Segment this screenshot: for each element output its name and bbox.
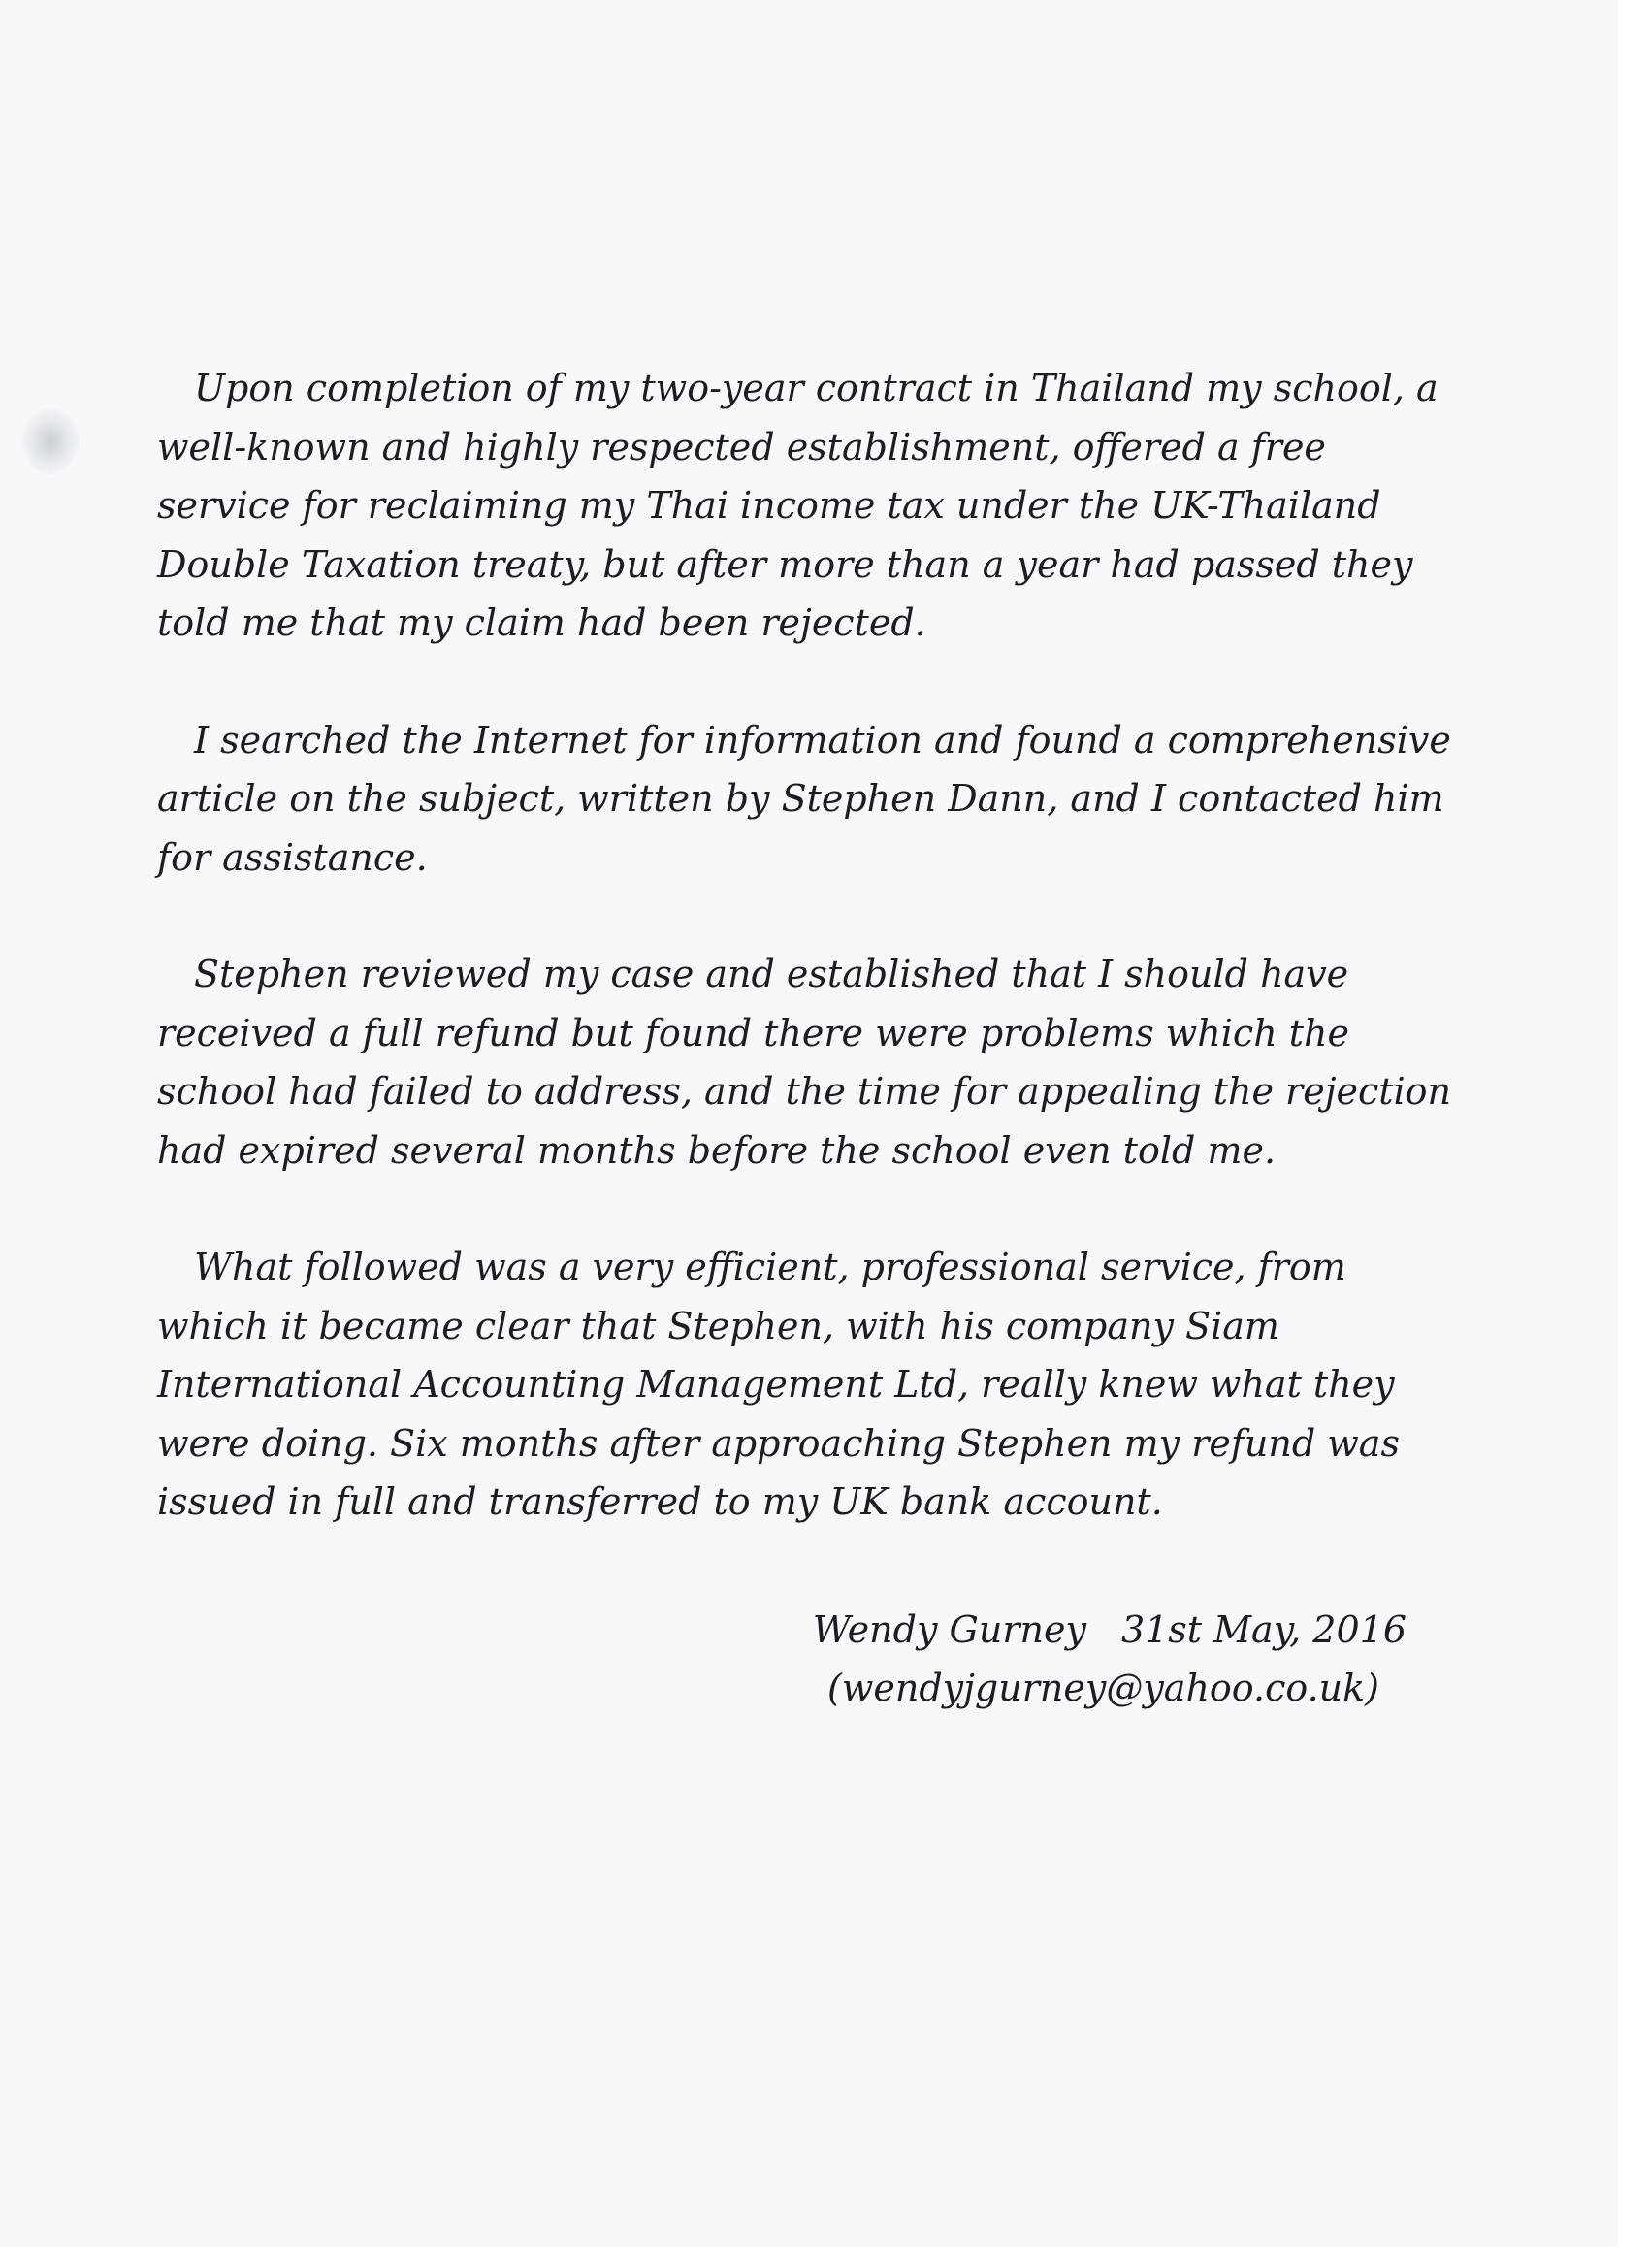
scan-smudge (21, 407, 80, 475)
paragraph-3: Stephen reviewed my case and established that I should have received a full refund but found there were problems which the school had failed to address, and the time for appealing the rejection had expired several months before the school even told me. (157, 953, 1452, 1172)
paragraph-2: I searched the Internet for information and found a comprehensive article on the subject, written by Stephen Dann, and I contacted him for assistance. (157, 718, 1451, 879)
signer-email: (wendyjgurney@yahoo.co.uk) (827, 1667, 1379, 1709)
signature-date: 31st May, 2016 (1120, 1608, 1406, 1651)
paragraph-4: What followed was a very efficient, professional service, from which it became clear that Stephen, with his company Siam International Accounting Management Ltd, really knew what they were doing. Six months after approaching Stephen my refund was issued in full and transferred to my UK bank account. (157, 1246, 1400, 1523)
signer-name: Wendy Gurney (812, 1608, 1086, 1651)
signature-line (728, 1601, 1406, 1659)
signature-block (728, 1601, 1406, 1717)
letter-body (157, 359, 1457, 1590)
paragraph-1: Upon completion of my two-year contract in Thailand my school, a well-known and highly respected establishment, offered a free service for reclaiming my Thai income tax under the UK-Thailand Double Taxation treaty, but after more than a year had passed they told me that my claim had been rejected. (157, 367, 1439, 644)
